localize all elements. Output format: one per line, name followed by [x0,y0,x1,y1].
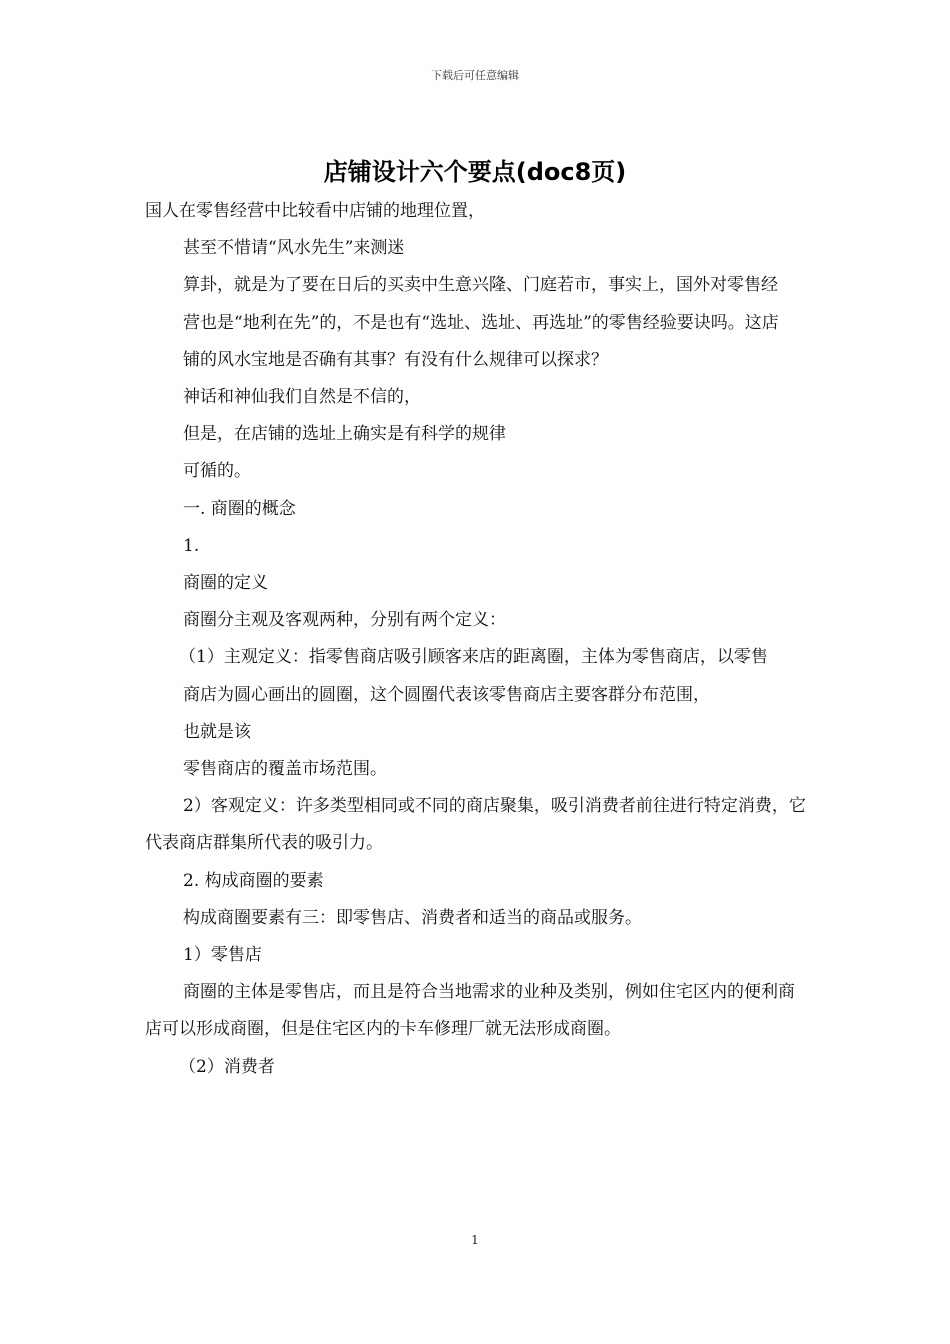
paragraph: 神话和神仙我们自然是不信的， [183,387,421,408]
document-title: 店铺设计六个要点(doc8页) [323,158,627,186]
paragraph: 甚至不惜请“风水先生”来测迷 [183,238,405,259]
paragraph: （1）主观定义：指零售商店吸引顾客来店的距离圈，主体为零售商店，以零售 [179,647,768,668]
list-item-heading: （2）消费者 [179,1056,275,1077]
paragraph: 算卦，就是为了要在日后的买卖中生意兴隆、门庭若市，事实上，国外对零售经 [183,275,778,296]
paragraph: 国人在零售经营中比较看中店铺的地理位置， [145,201,485,221]
list-item-heading: 1）零售店 [183,945,262,966]
paragraph: 2）客观定义：许多类型相同或不同的商店聚集，吸引消费者前往进行特定消费，它代表商店群集所代表的吸引力。 [145,796,806,854]
paragraph: 商圈分主观及客观两种，分别有两个定义： [183,610,506,631]
document-body [145,193,810,1086]
paragraph: 也就是该 [183,721,251,742]
paragraph: 商店为圆心画出的圆圈，这个圆圈代表该零售商店主要客群分布范围， [183,684,710,705]
paragraph: 但是，在店铺的选址上确实是有科学的规律 [183,424,506,445]
paragraph: 营也是“地利在先”的，不是也有“选址、选址、再选址”的零售经验要诀吗。这店 [183,312,779,333]
paragraph: 零售商店的覆盖市场范围。 [183,759,387,780]
paragraph: 构成商圈要素有三：即零售店、消费者和适当的商品或服务。 [183,907,642,928]
page-header: 下载后可任意编辑 [431,69,519,82]
paragraph: 商圈的主体是零售店，而且是符合当地需求的业种及类别，例如住宅区内的便利商店可以形成商圈，但是住宅区内的卡车修理厂就无法形成商圈。 [145,982,795,1040]
paragraph: 1. [183,535,200,556]
section-heading: 一. 商圈的概念 [183,498,296,519]
paragraph: 铺的风水宝地是否确有其事？有没有什么规律可以探求？ [183,349,608,370]
page-number: 1 [471,1233,479,1247]
subsection-heading: 2. 构成商圈的要素 [183,870,324,891]
paragraph: 可循的。 [183,461,251,482]
subsection-heading: 商圈的定义 [183,573,268,594]
